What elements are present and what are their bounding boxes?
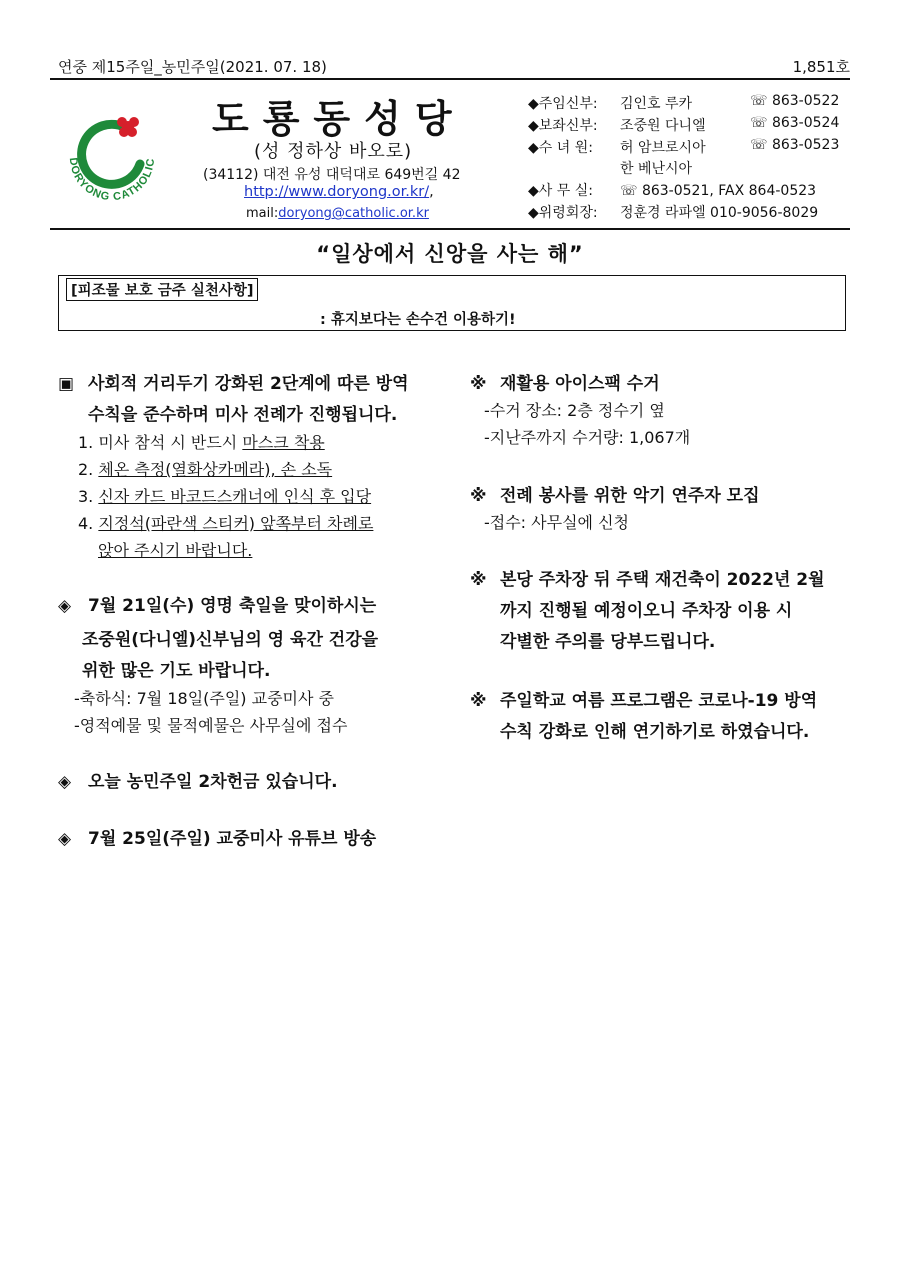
contact-phone: ☏ 863-0524 [750,115,840,131]
list-item-cont: 앉아 주시기 바랍니다. [98,541,253,560]
contact-name: 정훈경 라파엘 010-9056-8029 [620,205,819,221]
reference-mark-icon: ※ [470,691,487,711]
reference-mark-icon: ※ [470,570,487,590]
year-motto: “일상에서 신앙을 사는 해” [316,242,584,266]
list-item [78,430,325,453]
mail-label: mail: [246,206,279,221]
contact-name: 조중원 다니엘 [620,118,706,134]
contact-pastor [528,93,750,113]
feast-celebration: -축하식: 7월 18일(주일) 교중미사 중 [74,689,335,708]
issue-number: 1,851호 [792,58,850,76]
icepack-location: -수거 장소: 2층 정수기 옆 [484,401,665,420]
contact-convent [528,137,750,157]
contact-convent-2 [528,158,750,178]
contact-label: ◆수 녀 원: [528,140,593,156]
mail-line [246,206,429,221]
reference-mark-icon: ※ [470,374,487,394]
feast-offerings: -영적예물 및 물적예물은 사무실에 접수 [74,716,348,735]
heading-line: 오늘 농민주일 2차헌금 있습니다. [88,772,338,792]
diamond-bullet-icon: ◈ [58,772,72,792]
contact-phone: ☏ 863-0522 [750,93,840,109]
item-underlined: 신자 카드 바코드스캐너에 인식 후 입당 [98,487,372,506]
section-collection [58,767,338,792]
parish-address: (34112) 대전 유성 대덕대로 649번길 42 [203,167,461,183]
section-quarantine-heading-cont: 수칙을 준수하며 미사 전례가 진행됩니다. [88,405,398,425]
contact-assistant [528,115,750,135]
diamond-bullet-icon: ◈ [58,596,72,616]
summer-program-line2: 수칙 강화로 인해 연기하기로 하였습니다. [500,722,810,742]
item-text: 미사 참석 시 반드시 [98,433,243,452]
contact-phone: ☏ 863-0523 [750,137,840,153]
heading-line: 재활용 아이스팩 수거 [500,374,660,394]
section-icepack [470,369,660,394]
heading-line: 전례 봉사를 위한 악기 연주자 모집 [500,486,760,506]
section-quarantine-heading [58,369,409,394]
list-item [78,457,332,480]
section-feast-line2: 조중원(다니엘)신부님의 영 육간 건강을 [82,630,379,650]
list-item [78,511,373,534]
contact-name: 김인호 루카 [620,96,693,112]
item-number: 3. [78,487,94,506]
parish-name: 도룡동성당 [212,96,466,141]
section-summer-program [470,686,817,711]
heading-line: 사회적 거리두기 강화된 2단계에 따른 방역 [88,374,409,394]
mail-link[interactable]: doryong@catholic.or.kr [278,206,429,221]
contact-name: 한 베난시아 [620,161,693,177]
section-youtube [58,824,376,849]
icepack-amount: -지난주까지 수거량: 1,067개 [484,428,691,447]
website-link[interactable]: http://www.doryong.or.kr/ [244,184,430,200]
diamond-bullet-icon: ◈ [58,829,72,849]
notice-heading: [피조물 보호 금주 실천사항] [66,278,258,301]
issue-date: 연중 제15주일_농민주일(2021. 07. 18) [58,58,327,76]
contact-name: 허 암브로시아 [620,140,706,156]
list-item [78,484,371,507]
section-parking [470,565,825,590]
contact-label: ◆주임신부: [528,96,598,112]
musicians-apply: -접수: 사무실에 신청 [484,513,629,532]
masthead-divider [50,228,850,230]
item-number: 4. [78,514,94,533]
heading-line: 7월 25일(주일) 교중미사 유튜브 방송 [88,829,377,849]
section-feast-heading [58,591,376,616]
parish-logo [60,106,164,206]
section-feast-line3: 위한 많은 기도 바랍니다. [82,661,271,681]
item-underlined: 지정석(파란색 스티커) 앞쪽부터 차례로 [98,514,374,533]
contact-memorial [528,202,818,222]
logo-text: DORYONG CATHOLIC [66,157,158,204]
heading-line: 본당 주차장 뒤 주택 재건축이 2022년 2월 [500,570,825,590]
item-number: 1. [78,433,94,452]
patron-saint: (성 정하상 바오로) [254,141,413,162]
reference-mark-icon: ※ [470,486,487,506]
header-divider [50,78,850,80]
section-musicians [470,481,760,506]
contact-label: ◆보좌신부: [528,118,598,134]
heading-line: 7월 21일(수) 영명 축일을 맞이하시는 [88,596,377,616]
contact-label: ◆위령회장: [528,205,598,221]
contact-name: ☏ 863-0521, FAX 864-0523 [620,183,817,199]
contact-label: ◆사 무 실: [528,183,593,199]
parking-line3: 각별한 주의를 당부드립니다. [500,632,716,652]
parking-line2: 까지 진행될 예정이오니 주차장 이용 시 [500,601,793,621]
heading-line: 주일학교 여름 프로그램은 코로나-19 방역 [500,691,818,711]
notice-body: : 휴지보다는 손수건 이용하기! [320,312,516,328]
website-line [244,184,434,200]
square-bullet-icon: ▣ [58,374,75,394]
item-underlined: 체온 측정(열화상카메라), 손 소독 [98,460,333,479]
item-underlined: 마스크 착용 [242,433,325,452]
contact-office [528,180,816,200]
website-suffix: , [429,184,434,200]
item-number: 2. [78,460,94,479]
